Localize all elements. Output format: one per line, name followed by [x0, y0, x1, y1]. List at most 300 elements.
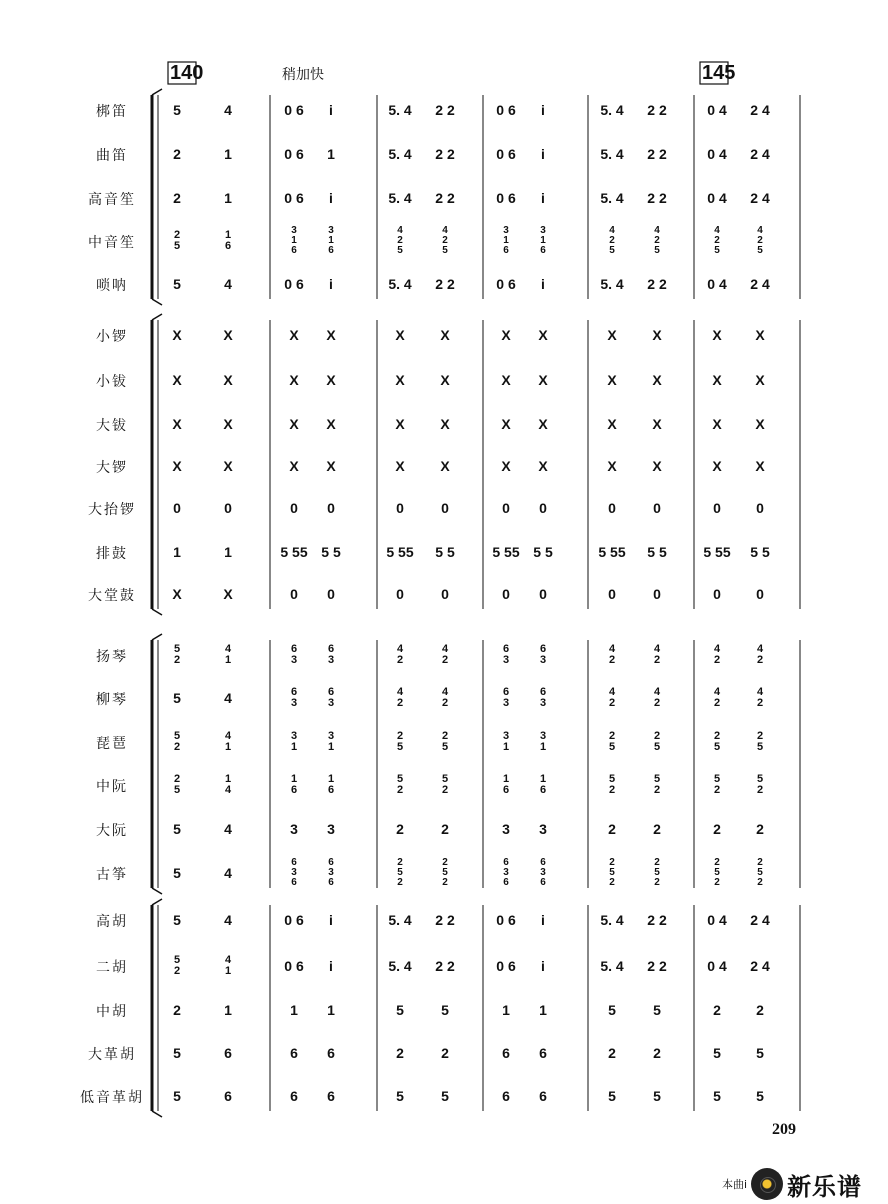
note-cell: 5 — [653, 1002, 661, 1018]
note-cell: 3 1 6 — [503, 225, 509, 256]
instrument-label: 中胡 — [96, 1004, 128, 1020]
note-cell: X — [440, 458, 450, 474]
note-cell: X — [172, 327, 182, 343]
note-cell: 4 2 5 — [442, 225, 448, 256]
note-cell: i — [329, 912, 333, 928]
note-cell: 4 2 — [608, 686, 616, 709]
note-cell: 2 — [608, 1045, 616, 1061]
note-cell: 0 — [290, 500, 298, 516]
note-cell: 4 2 — [608, 643, 616, 666]
note-cell: 6 — [539, 1045, 547, 1061]
note-cell: 5 2 — [441, 773, 449, 796]
bracket-hook — [152, 1111, 162, 1117]
note-cell: 1 6 — [290, 773, 298, 796]
note-cell: 6 — [290, 1088, 298, 1104]
note-cell: 6 3 — [327, 686, 335, 709]
bracket-hook — [152, 888, 162, 894]
note-cell: 0 — [173, 500, 181, 516]
note-cell: 2 2 — [647, 146, 667, 162]
note-cell: 5 55 — [703, 544, 731, 560]
tempo-marking: 稍加快 — [282, 67, 324, 83]
instrument-label: 排鼓 — [96, 546, 128, 562]
note-cell: 4 2 — [441, 643, 449, 666]
note-cell: 4 — [224, 821, 232, 837]
note-cell: 2 — [653, 821, 661, 837]
note-cell: 4 2 — [713, 686, 721, 709]
note-cell: 5 — [396, 1002, 404, 1018]
bracket-hook — [152, 634, 162, 640]
note-cell: X — [712, 458, 722, 474]
note-cell: 5 — [756, 1045, 764, 1061]
note-cell: 0 6 — [496, 102, 516, 118]
note-cell: 5 — [173, 1045, 181, 1061]
note-cell: X — [440, 416, 450, 432]
note-cell: 2 4 — [750, 958, 770, 974]
note-cell: 5 — [608, 1088, 616, 1104]
note-cell: 2 — [608, 821, 616, 837]
note-cell: 3 — [327, 821, 335, 837]
watermark-prefix: 本曲i — [722, 1178, 748, 1191]
note-cell: 5 2 — [608, 773, 616, 796]
instrument-label: 大锣 — [96, 460, 128, 476]
note-cell: X — [538, 416, 548, 432]
watermark — [722, 1166, 862, 1202]
note-cell: 6 3 — [290, 686, 298, 709]
rehearsal-mark-text: 145 — [702, 62, 736, 84]
note-cell: 5 — [441, 1002, 449, 1018]
note-cell: 4 — [224, 912, 232, 928]
note-cell: 5. 4 — [388, 912, 412, 928]
note-cell: 0 — [608, 586, 616, 602]
instrument-label: 大堂鼓 — [88, 588, 136, 604]
note-cell: 5 — [756, 1088, 764, 1104]
note-cell: 2 — [653, 1045, 661, 1061]
note-cell: 6 — [502, 1088, 510, 1104]
note-cell: 4 2 — [441, 686, 449, 709]
note-cell: 1 — [224, 190, 232, 206]
note-cell: X — [289, 416, 299, 432]
note-cell: X — [326, 458, 336, 474]
note-cell: 6 3 6 — [328, 857, 334, 888]
note-cell: 5 2 — [756, 773, 764, 796]
note-cell: 0 — [396, 586, 404, 602]
note-cell: 2 — [441, 1045, 449, 1061]
note-cell: 1 4 — [224, 773, 232, 796]
note-cell: X — [652, 372, 662, 388]
note-cell: X — [223, 586, 233, 602]
note-cell: i — [329, 190, 333, 206]
note-cell: 6 3 6 — [540, 857, 546, 888]
note-cell: X — [395, 327, 405, 343]
instrument-label: 中阮 — [96, 779, 128, 795]
note-cell: 6 — [502, 1045, 510, 1061]
note-cell: X — [755, 372, 765, 388]
note-cell: X — [440, 327, 450, 343]
note-cell: X — [440, 372, 450, 388]
note-cell: 0 6 — [496, 190, 516, 206]
note-cell: 5 — [173, 690, 181, 706]
note-cell: 0 — [608, 500, 616, 516]
note-cell: 4 2 — [653, 643, 661, 666]
note-cell: 0 — [653, 500, 661, 516]
note-cell: 2 5 2 — [442, 857, 448, 888]
note-cell: 1 — [224, 146, 232, 162]
note-cell: 2 4 — [750, 912, 770, 928]
note-cell: 2 5 2 — [654, 857, 660, 888]
note-cell: X — [501, 416, 511, 432]
note-cell: 0 4 — [707, 190, 727, 206]
note-cell: 6 3 6 — [503, 857, 509, 888]
note-cell: 0 4 — [707, 912, 727, 928]
note-cell: X — [223, 416, 233, 432]
note-cell: 5 2 — [713, 773, 721, 796]
note-cell: 1 — [224, 544, 232, 560]
note-cell: 4 2 — [756, 643, 764, 666]
note-cell: 2 2 — [647, 102, 667, 118]
note-cell: 2 — [713, 1002, 721, 1018]
note-cell: 1 — [290, 1002, 298, 1018]
note-cell: 5 — [173, 912, 181, 928]
note-cell: X — [538, 327, 548, 343]
note-cell: 0 6 — [284, 958, 304, 974]
note-cell: i — [541, 146, 545, 162]
note-cell: 5 2 — [173, 954, 181, 977]
note-cell: 0 — [539, 500, 547, 516]
note-cell: 6 — [224, 1088, 232, 1104]
note-cell: 0 4 — [707, 146, 727, 162]
note-cell: 3 1 6 — [540, 225, 546, 256]
note-cell: 4 1 — [224, 643, 232, 666]
note-cell: 0 4 — [707, 958, 727, 974]
note-cell: i — [541, 912, 545, 928]
bracket-hook — [152, 609, 162, 615]
note-cell: 5 — [441, 1088, 449, 1104]
note-cell: 1 — [224, 1002, 232, 1018]
note-cell: 0 6 — [284, 102, 304, 118]
note-cell: X — [501, 458, 511, 474]
instrument-label: 低音革胡 — [80, 1090, 144, 1106]
note-cell: 3 1 — [502, 730, 510, 753]
note-cell: 5 55 — [280, 544, 308, 560]
note-cell: X — [172, 458, 182, 474]
note-cell: 5. 4 — [388, 102, 412, 118]
instrument-label: 中音笙 — [88, 235, 136, 251]
note-cell: 2 2 — [435, 102, 455, 118]
note-cell: X — [501, 372, 511, 388]
note-cell: 5 — [713, 1045, 721, 1061]
instrument-label: 高胡 — [96, 914, 128, 930]
note-cell: 4 1 — [224, 954, 232, 977]
note-cell: 5 2 — [396, 773, 404, 796]
note-cell: 2 5 — [608, 730, 616, 753]
note-cell: 5 — [173, 1088, 181, 1104]
note-cell: 6 3 — [539, 643, 547, 666]
note-cell: 4 — [224, 865, 232, 881]
note-cell: 3 1 — [327, 730, 335, 753]
note-cell: X — [501, 327, 511, 343]
note-cell: 0 — [502, 500, 510, 516]
note-cell: X — [223, 372, 233, 388]
note-cell: 4 2 — [396, 643, 404, 666]
rehearsal-box — [700, 62, 728, 84]
note-cell: 2 — [396, 821, 404, 837]
note-cell: X — [652, 458, 662, 474]
note-cell: i — [329, 276, 333, 292]
note-cell: X — [172, 372, 182, 388]
note-cell: i — [329, 102, 333, 118]
note-cell: X — [172, 416, 182, 432]
note-cell: 2 — [173, 146, 181, 162]
note-cell: 2 5 — [653, 730, 661, 753]
note-cell: 1 6 — [502, 773, 510, 796]
note-cell: 0 — [713, 500, 721, 516]
note-cell: X — [538, 458, 548, 474]
note-cell: 0 6 — [496, 912, 516, 928]
bracket-hook — [152, 899, 162, 905]
rehearsal-mark-text: 140 — [170, 62, 204, 84]
note-cell: 5 2 — [173, 643, 181, 666]
note-cell: 4 2 5 — [757, 225, 763, 256]
note-cell: X — [395, 372, 405, 388]
note-cell: 0 — [441, 500, 449, 516]
note-cell: i — [541, 102, 545, 118]
note-cell: 5 — [173, 102, 181, 118]
note-cell: X — [607, 416, 617, 432]
note-cell: 5 — [608, 1002, 616, 1018]
note-cell: 5. 4 — [600, 958, 624, 974]
note-cell: 5 5 — [533, 544, 553, 560]
note-cell: X — [326, 416, 336, 432]
note-cell: 2 5 — [173, 773, 181, 796]
note-cell: i — [541, 190, 545, 206]
note-cell: 4 2 — [756, 686, 764, 709]
note-cell: 5 — [713, 1088, 721, 1104]
note-cell: 1 6 — [224, 229, 232, 252]
note-cell: 0 — [502, 586, 510, 602]
note-cell: 0 — [396, 500, 404, 516]
note-cell: X — [712, 327, 722, 343]
note-cell: 4 2 5 — [609, 225, 615, 256]
note-cell: 0 4 — [707, 102, 727, 118]
note-cell: 5. 4 — [388, 190, 412, 206]
rehearsal-box — [168, 62, 196, 84]
note-cell: 5. 4 — [388, 276, 412, 292]
note-cell: X — [712, 372, 722, 388]
note-cell: 2 2 — [647, 958, 667, 974]
note-cell: 0 6 — [496, 958, 516, 974]
page-number: 209 — [772, 1121, 796, 1138]
note-cell: 1 — [539, 1002, 547, 1018]
note-cell: 2 5 — [396, 730, 404, 753]
note-cell: 0 6 — [284, 276, 304, 292]
note-cell: X — [712, 416, 722, 432]
instrument-label: 高音笙 — [88, 192, 136, 208]
note-cell: 4 — [224, 276, 232, 292]
note-cell: 0 6 — [284, 190, 304, 206]
note-cell: 5 2 — [653, 773, 661, 796]
instrument-label: 扬琴 — [96, 649, 128, 665]
note-cell: 1 — [327, 146, 335, 162]
note-cell: 5 2 — [173, 730, 181, 753]
note-cell: 2 2 — [435, 146, 455, 162]
instrument-label: 大抬锣 — [88, 502, 136, 518]
note-cell: 2 5 — [756, 730, 764, 753]
note-cell: X — [652, 416, 662, 432]
note-cell: 3 — [539, 821, 547, 837]
instrument-label: 大革胡 — [88, 1047, 136, 1063]
note-cell: 2 — [713, 821, 721, 837]
note-cell: 2 5 2 — [714, 857, 720, 888]
bracket-hook — [152, 314, 162, 320]
note-cell: X — [607, 458, 617, 474]
note-cell: 2 — [756, 821, 764, 837]
note-cell: 3 1 — [290, 730, 298, 753]
note-cell: 0 — [290, 586, 298, 602]
note-cell: 6 3 — [502, 643, 510, 666]
note-cell: i — [541, 276, 545, 292]
note-cell: 2 — [173, 1002, 181, 1018]
note-cell: 2 2 — [647, 276, 667, 292]
note-cell: 6 3 — [290, 643, 298, 666]
note-cell: 4 2 5 — [397, 225, 403, 256]
note-cell: 3 1 — [539, 730, 547, 753]
instrument-label: 曲笛 — [96, 148, 128, 164]
note-cell: 0 6 — [284, 146, 304, 162]
note-cell: 6 — [224, 1045, 232, 1061]
instrument-label: 大钹 — [96, 418, 128, 434]
instrument-label: 梆笛 — [96, 104, 128, 120]
note-cell: i — [541, 958, 545, 974]
note-cell: 5 — [653, 1088, 661, 1104]
instrument-label: 唢呐 — [96, 278, 128, 294]
note-cell: 2 — [173, 190, 181, 206]
instrument-label: 小锣 — [96, 329, 128, 345]
note-cell: 4 2 5 — [714, 225, 720, 256]
note-cell: 1 — [327, 1002, 335, 1018]
note-cell: 0 6 — [496, 146, 516, 162]
instrument-label: 柳琴 — [96, 692, 128, 708]
note-cell: 0 4 — [707, 276, 727, 292]
note-cell: 5. 4 — [600, 102, 624, 118]
note-cell: 2 — [441, 821, 449, 837]
note-cell: 3 1 6 — [328, 225, 334, 256]
note-cell: 2 2 — [435, 276, 455, 292]
note-cell: 5. 4 — [600, 912, 624, 928]
note-cell: 4 2 — [396, 686, 404, 709]
note-cell: 4 2 — [713, 643, 721, 666]
note-cell: 2 5 — [173, 229, 181, 252]
note-cell: 2 2 — [435, 190, 455, 206]
note-cell: 2 2 — [647, 190, 667, 206]
note-cell: 6 3 — [502, 686, 510, 709]
note-cell: 1 6 — [539, 773, 547, 796]
note-cell: 2 — [396, 1045, 404, 1061]
note-cell: 4 2 — [653, 686, 661, 709]
note-cell: 6 3 — [327, 643, 335, 666]
note-cell: 2 2 — [647, 912, 667, 928]
note-cell: 3 1 6 — [291, 225, 297, 256]
note-cell: 0 — [713, 586, 721, 602]
note-cell: 5. 4 — [600, 146, 624, 162]
bracket-hook — [152, 299, 162, 305]
note-cell: 3 — [290, 821, 298, 837]
note-cell: 5 5 — [321, 544, 341, 560]
note-cell: 2 4 — [750, 190, 770, 206]
note-cell: 6 3 — [539, 686, 547, 709]
note-cell: 2 4 — [750, 146, 770, 162]
note-cell: 2 4 — [750, 102, 770, 118]
note-cell: 5. 4 — [388, 146, 412, 162]
note-cell: 2 5 — [441, 730, 449, 753]
instrument-label: 古筝 — [96, 867, 128, 883]
note-cell: 3 — [502, 821, 510, 837]
note-cell: 5 55 — [386, 544, 414, 560]
note-cell: 5 5 — [750, 544, 770, 560]
note-cell: 5 — [396, 1088, 404, 1104]
vinyl-record-icon — [751, 1168, 783, 1200]
note-cell: X — [607, 327, 617, 343]
note-cell: 6 3 6 — [291, 857, 297, 888]
note-cell: 0 — [327, 500, 335, 516]
note-cell: 5 — [173, 865, 181, 881]
note-cell: 6 — [290, 1045, 298, 1061]
note-cell: i — [329, 958, 333, 974]
note-cell: 0 — [327, 586, 335, 602]
note-cell: 0 6 — [284, 912, 304, 928]
note-cell: 4 1 — [224, 730, 232, 753]
note-cell: 0 — [756, 586, 764, 602]
note-cell: 6 — [327, 1088, 335, 1104]
note-cell: 4 — [224, 102, 232, 118]
note-cell: X — [652, 327, 662, 343]
note-cell: X — [755, 416, 765, 432]
note-cell: 2 2 — [435, 958, 455, 974]
note-cell: 5 5 — [435, 544, 455, 560]
watermark-brand: 新乐谱 — [787, 1172, 863, 1201]
note-cell: X — [607, 372, 617, 388]
note-cell: 2 — [756, 1002, 764, 1018]
note-cell: 0 — [224, 500, 232, 516]
note-cell: X — [395, 458, 405, 474]
note-cell: X — [289, 458, 299, 474]
note-cell: 5. 4 — [600, 276, 624, 292]
note-cell: 2 4 — [750, 276, 770, 292]
note-cell: X — [172, 586, 182, 602]
note-cell: 2 5 2 — [757, 857, 763, 888]
note-cell: 4 2 5 — [654, 225, 660, 256]
note-cell: X — [755, 458, 765, 474]
note-cell: X — [289, 327, 299, 343]
note-cell: 6 — [327, 1045, 335, 1061]
note-cell: X — [326, 327, 336, 343]
note-cell: X — [755, 327, 765, 343]
note-cell: 5 — [173, 276, 181, 292]
note-cell: 5. 4 — [388, 958, 412, 974]
note-cell: 4 — [224, 690, 232, 706]
bracket-hook — [152, 89, 162, 95]
note-cell: 1 — [173, 544, 181, 560]
note-cell: 0 6 — [496, 276, 516, 292]
note-cell: 5. 4 — [600, 190, 624, 206]
note-cell: X — [223, 458, 233, 474]
instrument-label: 小钹 — [96, 374, 128, 390]
note-cell: 1 — [502, 1002, 510, 1018]
note-cell: 0 — [441, 586, 449, 602]
note-cell: 0 — [756, 500, 764, 516]
note-cell: 0 — [653, 586, 661, 602]
note-cell: X — [395, 416, 405, 432]
instrument-label: 琵琶 — [96, 736, 128, 752]
